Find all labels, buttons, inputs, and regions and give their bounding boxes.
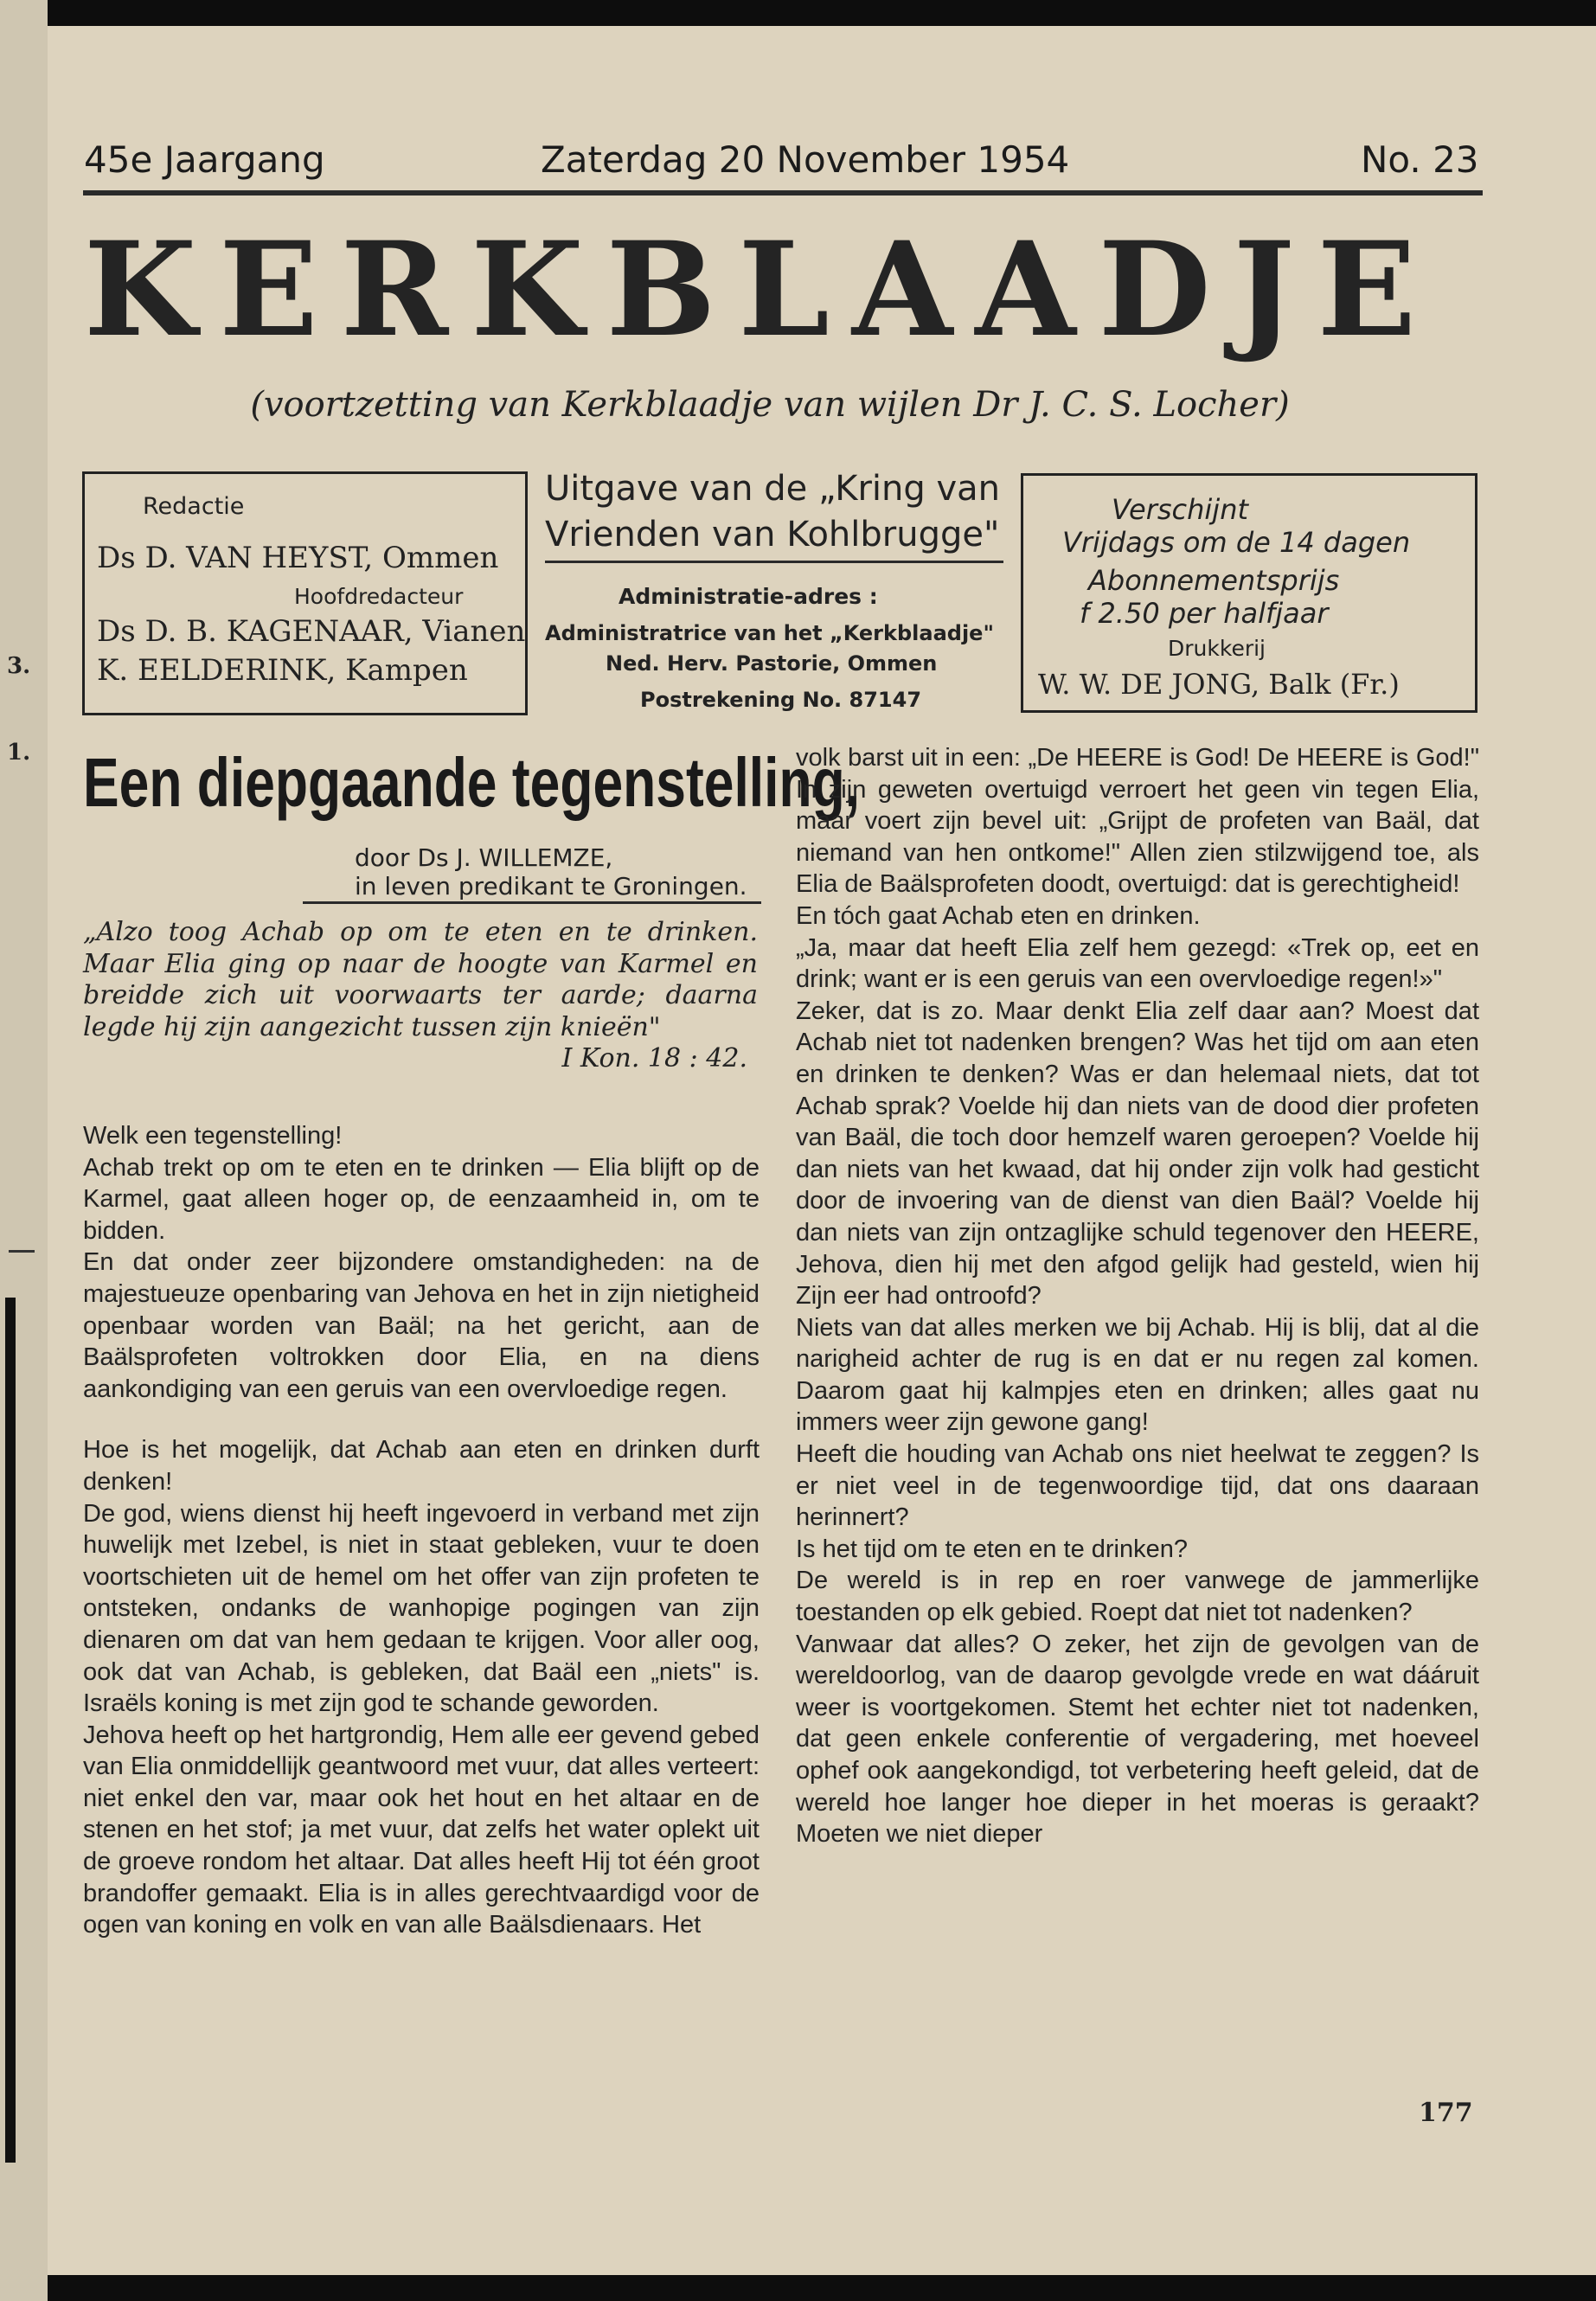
paragraph: En tóch gaat Achab eten en drinken. (796, 901, 1201, 930)
margin-mark: 1. (7, 740, 31, 766)
paragraph: Welk een tegenstelling! (83, 1122, 343, 1150)
admin-line-2: Ned. Herv. Pastorie, Ommen (606, 651, 938, 676)
schedule: Vrijdags om de 14 dagen (1062, 526, 1411, 559)
margin-mark: 3. (7, 653, 31, 679)
editor-role: Hoofdredacteur (294, 584, 464, 609)
printer: W. W. DE JONG, Balk (Fr.) (1038, 668, 1400, 701)
left-column (83, 1120, 760, 1941)
paragraph: Zeker, dat is zo. Maar denkt Elia zelf daar aan? Moest dat Achab niet tot nadenken brengen? Was het tijd om aan eten en drinken te denken? Was er dan helemaal niets, dat tot Achab sprak? Voelde hij dan niets van de dood dier profeten van Baäl, die toch door hemzelf waren geroepen? Voelde hij dan niets van het kwaad, dat hij onder zijn volk had gesticht door de invoering van de dienst van dien Baäl? Voelde hij dan niets van zijn ontzaglijke schuld tegenover den HEERE, Jehova, dien hij met den afgod gelijk had gesteld, wien hij Zijn eer had ontroofd? (796, 997, 1479, 1311)
margin-bar (5, 1298, 16, 2163)
paragraph: Vanwaar dat alles? O zeker, het zijn de gevolgen van de wereldoorlog, van de daarop gevolgde vrede en wat dááruit weer is voortgekomen. Stemt het echter niet tot nadenken, dat geen enkele conferentie of vergadering, met hoeveel ophef ook aangekondigd, tot verbetering heeft geleid, dat de wereld hoe langer hoe dieper in het moeras is geraakt? Moeten we niet dieper (796, 1630, 1479, 1849)
byline-role: in leven predikant te Groningen. (355, 872, 747, 901)
editor-1: Ds D. VAN HEYST, Ommen (97, 541, 499, 575)
quote-text: „Alzo toog Achab op om te eten en te drinken. Maar Elia ging op naar de hoogte van Karmel en breidde zich uit voorwaarts ter aarde; daarna legde hij zijn aangezicht tussen zijn knieën" (83, 917, 758, 1042)
masthead-subtitle: (voortzetting van Kerkblaadje van wijlen Dr J. C. S. Locher) (250, 385, 1290, 425)
paragraph: Heeft die houding van Achab ons niet heelwat te zeggen? Is er niet veel in de tegenwoordige tijd, dat ons daaraan herinnert? (796, 1440, 1479, 1532)
postrekening: Postrekening No. 87147 (640, 688, 922, 712)
admin-line-1: Administratrice van het „Kerkblaadje" (545, 621, 994, 645)
redactie-label: Redactie (143, 493, 245, 520)
editor-2: Ds D. B. KAGENAAR, Vianen (97, 614, 526, 649)
byline-rule (303, 901, 761, 904)
issue-number: No. 23 (1361, 138, 1479, 181)
paragraph: volk barst uit in een: „De HEERE is God! De HEERE is God!" In zijn geweten overtuigd verroert het geen vin tegen Elia, maar voert zijn bevel uit: „Grijpt de profeten van Baäl, dat niemand van hen ontkome!" Allen zien stilzwijgend toe, als Elia de Baälsprofeten doodt, overtuigd: dat is gerechtigheid! (796, 744, 1479, 899)
paragraph: Is het tijd om te eten en te drinken? (796, 1535, 1188, 1563)
paragraph: Hoe is het mogelijk, dat Achab aan eten en drinken durft denken! (83, 1436, 760, 1496)
uitgave-title-2: Vrienden van Kohlbrugge" (545, 515, 1000, 554)
price: f 2.50 per halfjaar (1080, 597, 1329, 630)
paragraph: En dat onder zeer bijzondere omstandigheden: na de majestueuze openbaring van Jehova en het in zijn nietigheid openbaar worden van Baäl; na het gericht, aan de Baälsprofeten voltrokken door Elia, en na diens aankondiging van een geruis van een overvloedige regen. (83, 1248, 760, 1403)
paragraph: „Ja, maar dat heeft Elia zelf hem gezegd: «Trek op, eet en drink; want er is een geruis van een overvloedige regen!»" (796, 933, 1479, 994)
paragraph: De god, wiens dienst hij heeft ingevoerd in verband met zijn huwelijk met Izebel, is niet in staat gebleken, vuur te doen voortschieten uit de hemel om het offer van zijn profeten te ontsteken, ondanks de wanhopige pogingen van zijn dienaren om dat van hem gedaan te krijgen. Voor aller oog, ook dat van Achab, is gebleken, dat Baäl een „niets" is. Israëls koning is met zijn god te schande geworden. (83, 1499, 760, 1718)
drukkerij-label: Drukkerij (1168, 636, 1266, 661)
abonnement-label: Abonnementsprijs (1088, 564, 1340, 597)
editor-3: K. EELDERINK, Kampen (97, 653, 468, 688)
admin-label: Administratie-adres : (619, 584, 878, 609)
date-label: Zaterdag 20 November 1954 (541, 138, 1070, 181)
page-number: 177 (1419, 2098, 1473, 2128)
article-headline: Een diepgaande tegenstelling, (83, 744, 861, 821)
binding-margin (0, 0, 48, 2301)
uitgave-title-1: Uitgave van de „Kring van (545, 469, 1001, 509)
right-column (796, 742, 1479, 1850)
quote-reference: I Kon. 18 : 42. (561, 1043, 747, 1074)
margin-rule (9, 1250, 35, 1253)
uitgave-rule (545, 561, 1003, 563)
paragraph: Niets van dat alles merken we bij Achab. Hij is blij, dat al die narigheid achter de rug is en dat er nu regen zal komen. Daarom gaat hij kalmpjes eten en drinken; alles gaat nu immers weer zijn gewone gang! (796, 1313, 1479, 1437)
paragraph: Achab trekt op om te eten en te drinken — Elia blijft op de Karmel, gaat alleen hoger op, de eenzaamheid in, om te bidden. (83, 1153, 760, 1245)
verschijnt-label: Verschijnt (1112, 493, 1249, 526)
byline-author: door Ds J. WILLEMZE, (355, 843, 613, 872)
paragraph: De wereld is in rep en roer vanwege de jammerlijke toestanden op elk gebied. Roept dat niet tot nadenken? (796, 1567, 1479, 1627)
paragraph: Jehova heeft op het hartgrondig, Hem alle eer gevend gebed van Elia onmiddellijk geantwoord met vuur, dat alles verteert: niet enkel den var, maar ook het hout en het altaar en de stenen en het stof; ja met vuur, dat zelfs het water oplekt uit de groeve rondom het altaar. Dat alles heeft Hij tot één groot brandoffer gemaakt. Elia is in alles gerechtvaardigd voor de ogen van koning en volk en van alle Baälsdienaars. Het (83, 1721, 760, 1939)
header-rule (83, 190, 1483, 195)
masthead-title: KERKBLAADJE (83, 214, 1439, 366)
volume-label: 45e Jaargang (84, 138, 325, 181)
scripture-quote (83, 917, 758, 1075)
